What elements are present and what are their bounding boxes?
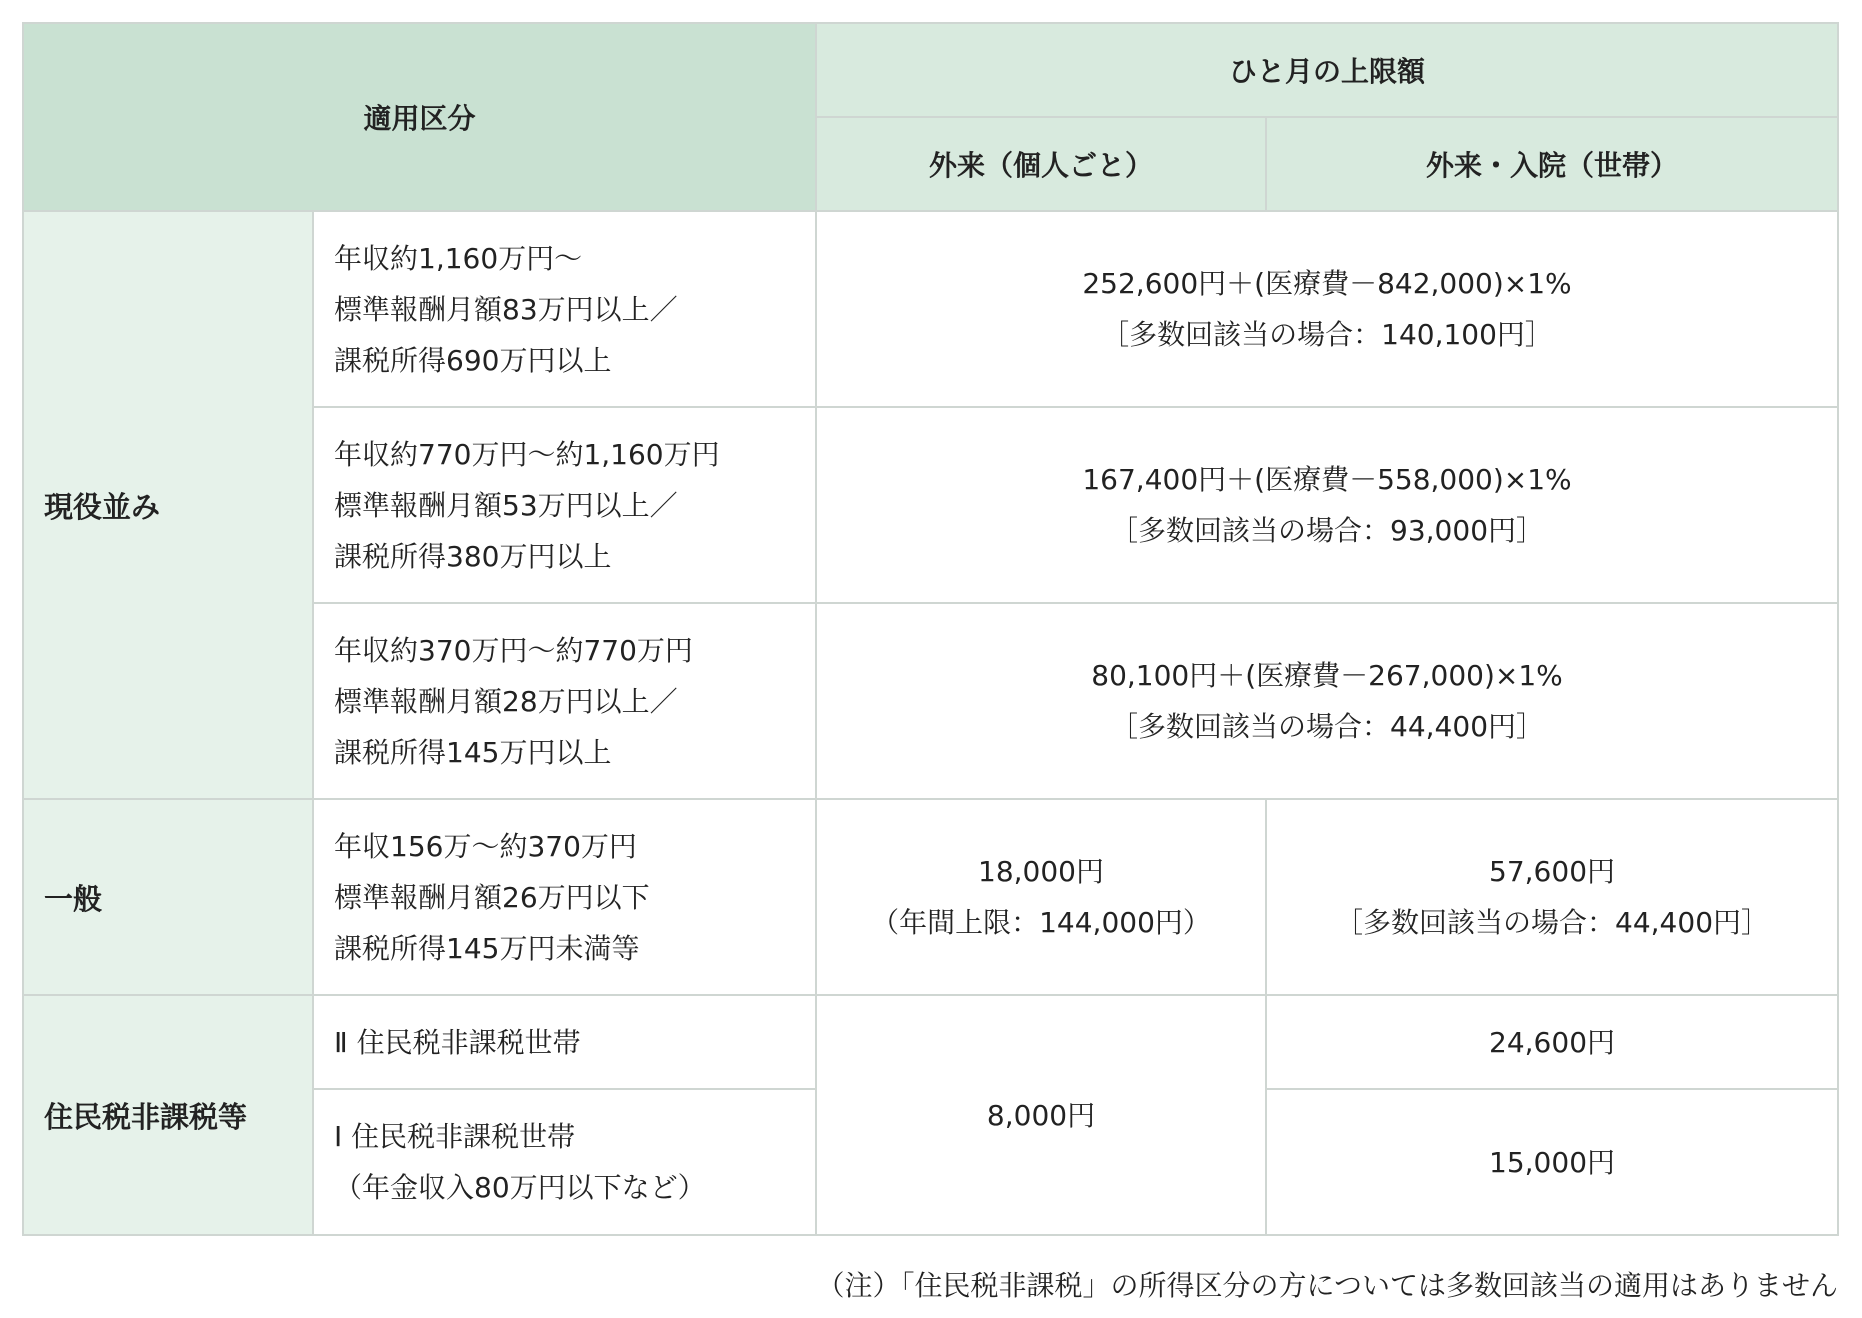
limit-annual-cap: （年間上限：144,000円） bbox=[871, 906, 1211, 939]
condition-cell bbox=[313, 211, 816, 407]
condition-line: 標準報酬月額53万円以上／ bbox=[334, 488, 678, 522]
condition-line: 年収約1,160万円～ bbox=[334, 241, 583, 275]
limit-combined bbox=[816, 407, 1838, 603]
header-monthly-limit: ひと月の上限額 bbox=[816, 23, 1838, 117]
limit-multiple: ［多数回該当の場合：140,100円］ bbox=[1101, 318, 1553, 351]
limit-formula: 167,400円＋(医療費－558,000)×1% bbox=[1082, 463, 1572, 496]
condition-cell bbox=[313, 1089, 816, 1235]
condition-line: 標準報酬月額28万円以上／ bbox=[334, 684, 678, 718]
condition-line: 課税所得145万円以上 bbox=[334, 735, 612, 769]
limit-household bbox=[1266, 1089, 1838, 1235]
condition-cell bbox=[313, 995, 816, 1089]
limit-amount: 24,600円 bbox=[1489, 1025, 1616, 1059]
limit-multiple: ［多数回該当の場合：44,400円］ bbox=[1110, 710, 1545, 743]
category-active: 現役並み bbox=[23, 211, 313, 799]
header-outpatient-inpatient-household: 外来・入院（世帯） bbox=[1266, 117, 1838, 211]
condition-line: Ⅱ 住民税非課税世帯 bbox=[334, 1025, 581, 1059]
limit-amount: 18,000円 bbox=[978, 855, 1104, 888]
limit-outpatient bbox=[816, 799, 1266, 995]
condition-line: 年収約770万円～約1,160万円 bbox=[334, 437, 720, 471]
condition-line: 標準報酬月額26万円以下 bbox=[334, 880, 650, 914]
table-row bbox=[23, 995, 1838, 1089]
limit-combined bbox=[816, 211, 1838, 407]
condition-line: （年金収入80万円以下など） bbox=[334, 1171, 706, 1204]
limit-amount: 57,600円 bbox=[1489, 855, 1616, 888]
footnote: （注）「住民税非課税」の所得区分の方については多数回該当の適用はありません bbox=[816, 1269, 1838, 1302]
header-outpatient-individual: 外来（個人ごと） bbox=[816, 117, 1266, 211]
header-category: 適用区分 bbox=[23, 23, 816, 211]
condition-line: 課税所得145万円未満等 bbox=[334, 931, 640, 965]
limit-household bbox=[1266, 799, 1838, 995]
condition-cell bbox=[313, 407, 816, 603]
condition-cell bbox=[313, 799, 816, 995]
condition-line: 標準報酬月額83万円以上／ bbox=[334, 292, 678, 326]
limit-amount: 8,000円 bbox=[986, 1098, 1096, 1132]
condition-line: Ⅰ 住民税非課税世帯 bbox=[334, 1120, 576, 1153]
table-row bbox=[23, 211, 1838, 407]
limit-combined bbox=[816, 603, 1838, 799]
limit-multiple: ［多数回該当の場合：44,400円］ bbox=[1335, 906, 1770, 939]
limit-household bbox=[1266, 995, 1838, 1089]
copay-limit-table bbox=[22, 22, 1839, 1236]
condition-line: 年収156万～約370万円 bbox=[334, 829, 637, 863]
limit-formula: 252,600円＋(医療費－842,000)×1% bbox=[1082, 267, 1572, 300]
condition-line: 課税所得690万円以上 bbox=[334, 343, 612, 377]
condition-cell bbox=[313, 603, 816, 799]
limit-amount: 15,000円 bbox=[1489, 1145, 1616, 1179]
limit-outpatient bbox=[816, 995, 1266, 1235]
condition-line: 課税所得380万円以上 bbox=[334, 539, 612, 573]
table-row bbox=[23, 799, 1838, 995]
category-general: 一般 bbox=[23, 799, 313, 995]
limit-formula: 80,100円＋(医療費－267,000)×1% bbox=[1091, 659, 1563, 692]
condition-line: 年収約370万円～約770万円 bbox=[334, 633, 693, 667]
category-exempt: 住民税非課税等 bbox=[23, 995, 313, 1235]
limit-multiple: ［多数回該当の場合：93,000円］ bbox=[1110, 514, 1545, 547]
